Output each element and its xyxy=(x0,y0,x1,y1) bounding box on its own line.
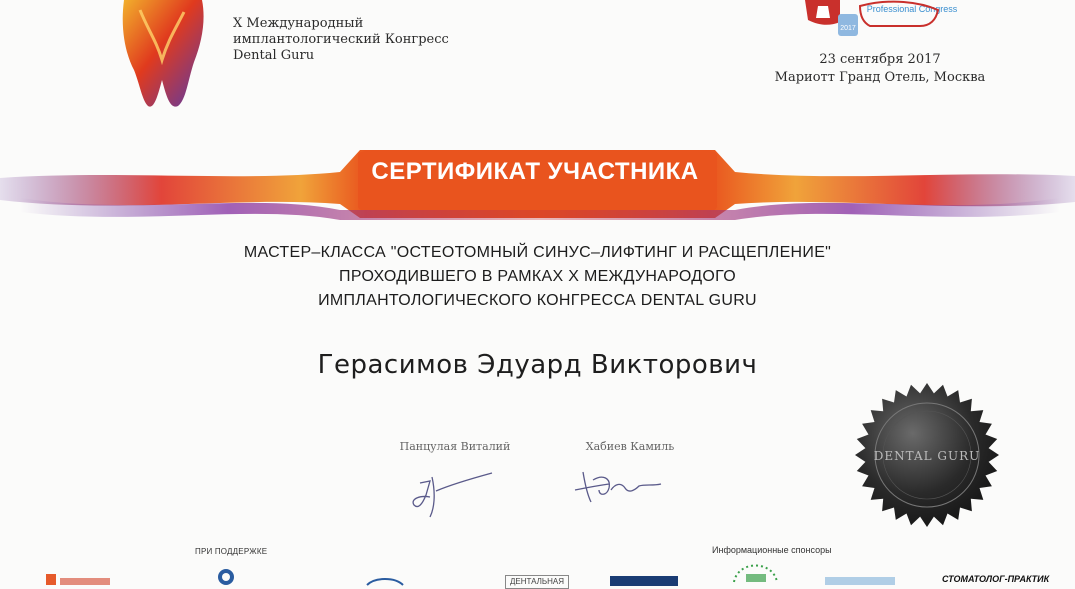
sponsor-logo-6 xyxy=(728,552,783,585)
sponsor-logo-1 xyxy=(40,572,130,585)
description-line-1: МАСТЕР–КЛАССА "ОСТЕОТОМНЫЙ СИНУС–ЛИФТИНГ И РАСЩЕПЛЕНИЕ" xyxy=(243,244,832,261)
sponsors-label: Информационные спонсоры xyxy=(712,545,832,555)
signature-2 xyxy=(565,460,665,505)
sponsor-logo-3 xyxy=(365,575,405,585)
support-label: ПРИ ПОДДЕРЖКЕ xyxy=(195,547,268,556)
description-line-2: ПРОХОДИВШЕГО В РАМКАХ X МЕЖДУНАРОДОГО xyxy=(339,268,736,285)
event-venue: Мариотт Гранд Отель, Москва xyxy=(774,70,986,85)
congress-title xyxy=(233,16,473,64)
signature-1 xyxy=(400,465,500,525)
event-date: 23 сентября 2017 xyxy=(819,52,941,67)
certificate-title: СЕРТИФИКАТ УЧАСТНИКА xyxy=(371,158,699,185)
seal-text: DENTAL GURU xyxy=(873,449,981,463)
sponsor-logo-7 xyxy=(825,575,895,585)
sponsor-logo-stomatolog: СТОМАТОЛОГ-ПРАКТИК xyxy=(942,574,1050,584)
signatory-name-2: Хабиев Камиль xyxy=(585,440,675,453)
congress-title-line-1: X Международный xyxy=(233,16,364,31)
sponsor-logo-5 xyxy=(610,576,678,586)
participant-name: Герасимов Эдуард Викторович xyxy=(317,350,758,380)
sponsor-logo-2 xyxy=(215,566,237,585)
tooth-logo xyxy=(112,0,212,110)
congress-title-line-2: имплантологический Конгресс xyxy=(233,32,449,47)
dental-guru-seal xyxy=(852,380,1002,530)
description-line-3: ИМПЛАНТОЛОГИЧЕСКОГО КОНГРЕССА DENTAL GURU xyxy=(318,292,757,309)
congress-title-line-3: Dental Guru xyxy=(233,48,315,63)
signatory-name-1: Панцулая Виталий xyxy=(399,440,511,453)
partner-logo-badge: 2017 xyxy=(840,25,856,32)
partner-logo-text: Professional Congress xyxy=(866,4,958,14)
professional-congress-logo xyxy=(800,0,958,40)
sponsor-logo-dentalnaya: ДЕНТАЛЬНАЯ xyxy=(505,575,569,589)
